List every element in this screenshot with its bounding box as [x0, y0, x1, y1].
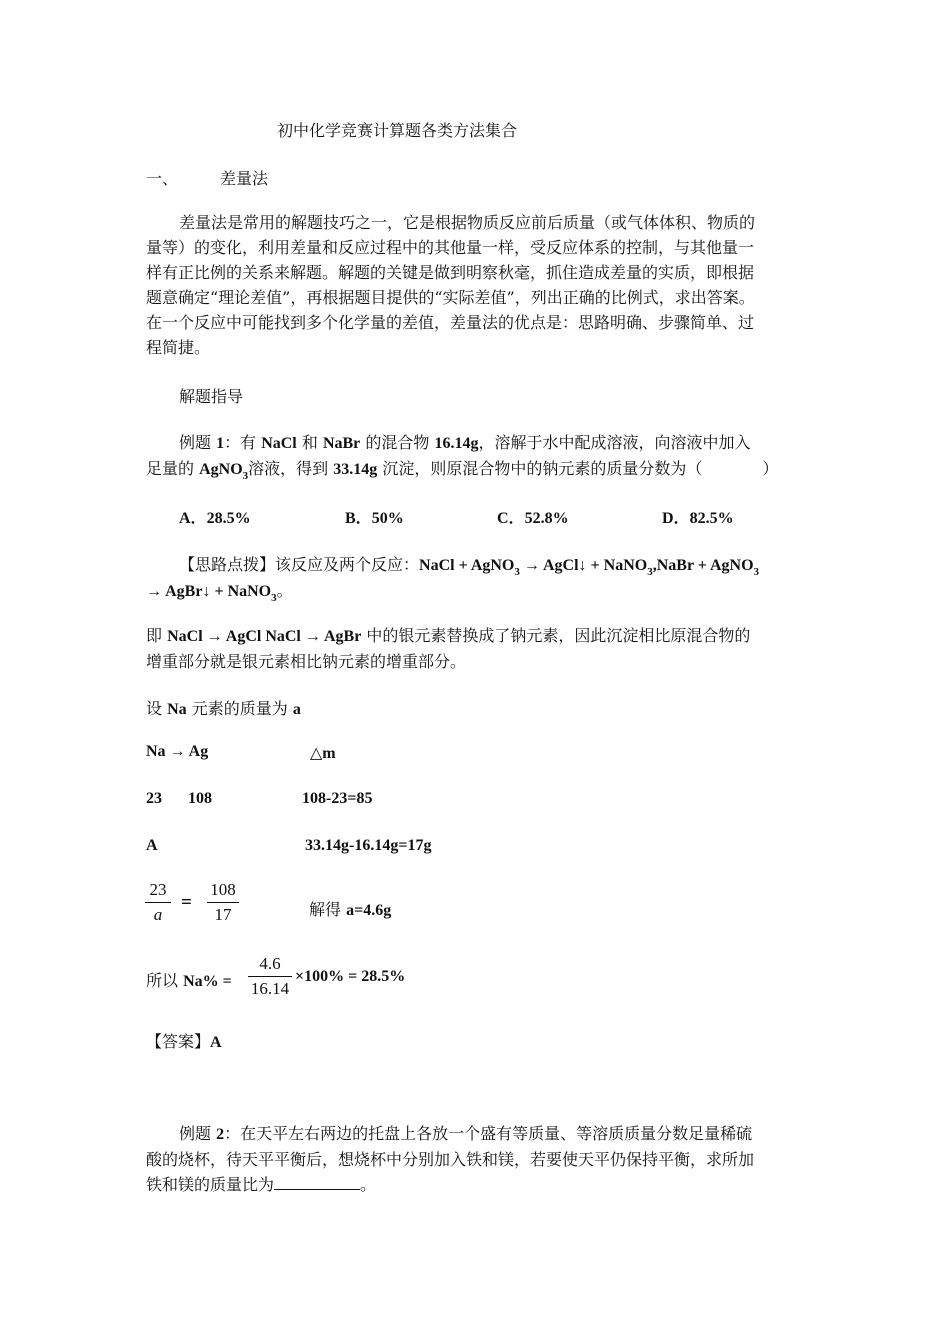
intro-line: 题意确定“理论差值”，再根据题目提供的“实际差值”，列出正确的比例式，求出答案。 — [146, 288, 755, 307]
option-d: D．82.5% — [662, 510, 734, 527]
option-a: A．28.5% — [179, 510, 251, 527]
intro-line: 量等）的变化，利用差量和反应过程中的其他量一样，受反应体系的控制，与其他量一 — [146, 238, 755, 257]
intro-paragraph — [146, 210, 816, 360]
hint-paragraph: 【思路点拨】该反应及两个反应：NaCl + AgNO$_3$ → AgCl↓ + NaNO$_3$,NaBr + AgNO$_3$ → AgBr↓ + NaNO$_3$。 — [146, 555, 760, 604]
section-number: 一、 — [146, 169, 179, 188]
option-b: B．50% — [345, 510, 404, 527]
row-mass-diff: 108-23=85 — [302, 790, 373, 807]
option-c: C．52.8% — [497, 510, 569, 527]
intro-line: 在一个反应中可能找到多个化学量的差值，差量法的优点是：思路明确、步骤简单、过 — [146, 313, 755, 332]
solve-result: 解得 a=4.6g — [309, 900, 392, 919]
section-heading — [146, 166, 268, 189]
example-1: 例题 1：有 NaCl 和 NaBr 的混合物 16.14g，溶解于水中配成溶液，向溶液中加入 足量的 AgNO$_3$溶液，得到 33.14g 沉淀，则原混合物中的钠元素的质量分数为（ ） — [146, 433, 779, 482]
fraction-left: 23 a — [145, 880, 171, 925]
fraction-right: 108 17 — [207, 880, 239, 925]
row-mass-ag: 108 — [188, 790, 212, 807]
row-actual-diff: 33.14g-16.14g=17g — [305, 837, 432, 854]
answer-line: 【答案】A — [146, 1032, 222, 1051]
row-delta: △m — [310, 745, 336, 762]
page-title: 初中化学竞赛计算题各类方法集合 — [277, 121, 518, 140]
example-2: 例题 2：在天平左右两边的托盘上各放一个盛有等质量、等溶质质量分数足量稀硫 酸的烧杯，待天平平衡后，想烧杯中分别加入铁和镁，若要使天平仍保持平衡，求所加 铁和镁的质量比为 。 — [146, 1124, 755, 1194]
intro-line: 程简捷。 — [146, 338, 211, 357]
section-name: 差量法 — [220, 169, 269, 188]
equals-sign: = — [181, 892, 192, 913]
explanation-paragraph: 即 NaCl → AgCl NaCl → AgBr 中的银元素替换成了钠元素，因此沉淀相比原混合物的 增重部分就是银元素相比钠元素的增重部分。 — [146, 626, 751, 671]
intro-line: 样有正比例的关系来解题。解题的关键是做到明察秋毫，抓住造成差量的实质，即根据 — [146, 263, 755, 282]
setup-line: 设 Na 元素的质量为 a — [146, 699, 301, 718]
fraction-na: 4.6 16.14 — [248, 954, 292, 999]
row-a: A — [146, 837, 158, 854]
row-mass-na: 23 — [146, 790, 162, 807]
intro-line: 差量法是常用的解题技巧之一，它是根据物质反应前后质量（或气体体积、物质的 — [179, 213, 756, 232]
answer-blank — [274, 1175, 360, 1190]
guide-heading: 解题指导 — [179, 387, 244, 406]
row-element: Na → Ag — [146, 743, 209, 760]
